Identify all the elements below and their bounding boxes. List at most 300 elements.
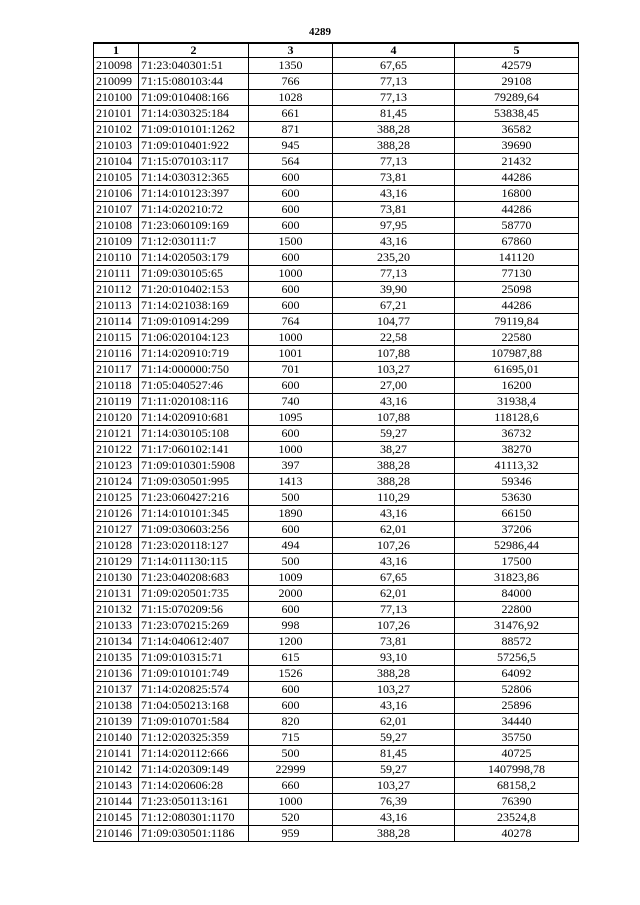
table-cell: 600 [249, 250, 333, 266]
table-cell: 600 [249, 682, 333, 698]
table-cell: 25098 [455, 282, 579, 298]
table-row [94, 282, 579, 298]
table-cell: 71:09:020501:735 [139, 586, 249, 602]
table-cell: 1000 [249, 442, 333, 458]
table-cell: 210113 [94, 298, 139, 314]
table-cell: 71:23:060427:216 [139, 490, 249, 506]
table-row [94, 570, 579, 586]
table-cell: 31476,92 [455, 618, 579, 634]
table-cell: 397 [249, 458, 333, 474]
table-row [94, 74, 579, 90]
table-cell: 1890 [249, 506, 333, 522]
table-body [94, 58, 579, 842]
table-row [94, 362, 579, 378]
table-cell: 71:23:070215:269 [139, 618, 249, 634]
table-cell: 71:09:030105:65 [139, 266, 249, 282]
table-cell: 71:09:010101:1262 [139, 122, 249, 138]
table-row [94, 106, 579, 122]
table-cell: 600 [249, 186, 333, 202]
table-cell: 77130 [455, 266, 579, 282]
table-cell: 494 [249, 538, 333, 554]
table-row [94, 634, 579, 650]
table-cell: 210146 [94, 826, 139, 842]
table-cell: 71:14:010123:397 [139, 186, 249, 202]
table-cell: 71:14:000000:750 [139, 362, 249, 378]
table-cell: 210141 [94, 746, 139, 762]
table-cell: 1028 [249, 90, 333, 106]
table-row [94, 202, 579, 218]
table-cell: 71:12:030111:7 [139, 234, 249, 250]
table-cell: 71:06:020104:123 [139, 330, 249, 346]
table-row [94, 378, 579, 394]
table-cell: 210100 [94, 90, 139, 106]
table-row [94, 506, 579, 522]
table-cell: 29108 [455, 74, 579, 90]
table-cell: 998 [249, 618, 333, 634]
table-row [94, 154, 579, 170]
table-cell: 210123 [94, 458, 139, 474]
table-cell: 210143 [94, 778, 139, 794]
table-cell: 76390 [455, 794, 579, 810]
table-cell: 210114 [94, 314, 139, 330]
table-cell: 59,27 [333, 730, 455, 746]
table-cell: 71:14:020503:179 [139, 250, 249, 266]
table-cell: 44286 [455, 202, 579, 218]
column-header: 2 [139, 43, 249, 58]
table-cell: 36582 [455, 122, 579, 138]
table-cell: 52806 [455, 682, 579, 698]
table-row [94, 650, 579, 666]
table-row [94, 746, 579, 762]
table-row [94, 138, 579, 154]
table-cell: 600 [249, 202, 333, 218]
table-cell: 210134 [94, 634, 139, 650]
table-cell: 22,58 [333, 330, 455, 346]
table-cell: 71:09:010914:299 [139, 314, 249, 330]
table-cell: 71:09:030603:256 [139, 522, 249, 538]
table-cell: 210145 [94, 810, 139, 826]
table-cell: 871 [249, 122, 333, 138]
table-cell: 764 [249, 314, 333, 330]
table-cell: 77,13 [333, 266, 455, 282]
table-cell: 210118 [94, 378, 139, 394]
table-row [94, 618, 579, 634]
table-cell: 1200 [249, 634, 333, 650]
table-cell: 500 [249, 554, 333, 570]
table-cell: 210102 [94, 122, 139, 138]
table-cell: 22999 [249, 762, 333, 778]
table-cell: 210130 [94, 570, 139, 586]
table-cell: 600 [249, 522, 333, 538]
column-header: 3 [249, 43, 333, 58]
table-cell: 59,27 [333, 762, 455, 778]
table-cell: 22800 [455, 602, 579, 618]
table-cell: 210132 [94, 602, 139, 618]
table-cell: 210121 [94, 426, 139, 442]
table-cell: 388,28 [333, 122, 455, 138]
table-cell: 43,16 [333, 506, 455, 522]
table-cell: 715 [249, 730, 333, 746]
table-row [94, 714, 579, 730]
table-cell: 210133 [94, 618, 139, 634]
table-cell: 600 [249, 698, 333, 714]
table-cell: 79119,84 [455, 314, 579, 330]
table-cell: 71:15:080103:44 [139, 74, 249, 90]
table-row [94, 778, 579, 794]
table-cell: 71:14:020309:149 [139, 762, 249, 778]
table-cell: 43,16 [333, 234, 455, 250]
table-cell: 68158,2 [455, 778, 579, 794]
table-cell: 81,45 [333, 746, 455, 762]
table-row [94, 218, 579, 234]
table-row [94, 314, 579, 330]
table-cell: 1407998,78 [455, 762, 579, 778]
table-cell: 21432 [455, 154, 579, 170]
table-cell: 1000 [249, 266, 333, 282]
table-cell: 2000 [249, 586, 333, 602]
table-cell: 67,21 [333, 298, 455, 314]
table-row [94, 298, 579, 314]
table-cell: 39,90 [333, 282, 455, 298]
table-cell: 71:14:021038:169 [139, 298, 249, 314]
table-cell: 43,16 [333, 810, 455, 826]
table-cell: 103,27 [333, 778, 455, 794]
table-cell: 71:05:040527:46 [139, 378, 249, 394]
table-cell: 959 [249, 826, 333, 842]
table-cell: 118128,6 [455, 410, 579, 426]
table-cell: 71:09:010701:584 [139, 714, 249, 730]
table-cell: 235,20 [333, 250, 455, 266]
table-cell: 210103 [94, 138, 139, 154]
table-cell: 660 [249, 778, 333, 794]
table-cell: 107,88 [333, 346, 455, 362]
table-row [94, 122, 579, 138]
table-cell: 76,39 [333, 794, 455, 810]
table-cell: 43,16 [333, 698, 455, 714]
table-cell: 210116 [94, 346, 139, 362]
table-cell: 210098 [94, 58, 139, 74]
table-cell: 210115 [94, 330, 139, 346]
table-cell: 71:12:020325:359 [139, 730, 249, 746]
table-cell: 210109 [94, 234, 139, 250]
table-cell: 88572 [455, 634, 579, 650]
table-cell: 67,65 [333, 58, 455, 74]
table-cell: 93,10 [333, 650, 455, 666]
table-cell: 25896 [455, 698, 579, 714]
table-cell: 701 [249, 362, 333, 378]
table-cell: 79289,64 [455, 90, 579, 106]
table-cell: 600 [249, 602, 333, 618]
table-cell: 820 [249, 714, 333, 730]
table-cell: 210108 [94, 218, 139, 234]
table-cell: 388,28 [333, 826, 455, 842]
table-row [94, 762, 579, 778]
table-cell: 1009 [249, 570, 333, 586]
table-cell: 71:09:010315:71 [139, 650, 249, 666]
table-cell: 1413 [249, 474, 333, 490]
table-cell: 210111 [94, 266, 139, 282]
table-cell: 388,28 [333, 666, 455, 682]
table-cell: 210119 [94, 394, 139, 410]
table-cell: 73,81 [333, 634, 455, 650]
table-cell: 210106 [94, 186, 139, 202]
table-cell: 210122 [94, 442, 139, 458]
table-cell: 210131 [94, 586, 139, 602]
table-cell: 210126 [94, 506, 139, 522]
table-cell: 141120 [455, 250, 579, 266]
table-row [94, 554, 579, 570]
table-cell: 71:11:020108:116 [139, 394, 249, 410]
table-cell: 210135 [94, 650, 139, 666]
table-cell: 57256,5 [455, 650, 579, 666]
table-cell: 107987,88 [455, 346, 579, 362]
table-cell: 61695,01 [455, 362, 579, 378]
table-cell: 71:15:070103:117 [139, 154, 249, 170]
table-cell: 210124 [94, 474, 139, 490]
table-row [94, 474, 579, 490]
table-cell: 210120 [94, 410, 139, 426]
table-cell: 107,88 [333, 410, 455, 426]
table-cell: 22580 [455, 330, 579, 346]
table-cell: 67860 [455, 234, 579, 250]
table-cell: 71:14:040612:407 [139, 634, 249, 650]
table-cell: 17500 [455, 554, 579, 570]
table-row [94, 266, 579, 282]
table-cell: 71:09:010101:749 [139, 666, 249, 682]
table-cell: 71:14:020910:719 [139, 346, 249, 362]
table-row [94, 58, 579, 74]
table-row [94, 794, 579, 810]
table-cell: 71:12:080301:1170 [139, 810, 249, 826]
table-row [94, 490, 579, 506]
table-cell: 71:23:040301:51 [139, 58, 249, 74]
table-cell: 210117 [94, 362, 139, 378]
table-cell: 44286 [455, 170, 579, 186]
table-cell: 388,28 [333, 474, 455, 490]
table-cell: 945 [249, 138, 333, 154]
table-cell: 1001 [249, 346, 333, 362]
table-cell: 71:09:010408:166 [139, 90, 249, 106]
table-cell: 97,95 [333, 218, 455, 234]
table-cell: 34440 [455, 714, 579, 730]
table-cell: 62,01 [333, 522, 455, 538]
table-cell: 210127 [94, 522, 139, 538]
table-cell: 53630 [455, 490, 579, 506]
table-cell: 27,00 [333, 378, 455, 394]
table-cell: 107,26 [333, 538, 455, 554]
table-cell: 71:23:020118:127 [139, 538, 249, 554]
column-header: 5 [455, 43, 579, 58]
table-header-row [94, 43, 579, 58]
table-row [94, 730, 579, 746]
table-cell: 564 [249, 154, 333, 170]
table-cell: 71:14:030312:365 [139, 170, 249, 186]
table-cell: 16200 [455, 378, 579, 394]
table-cell: 388,28 [333, 138, 455, 154]
table-cell: 1350 [249, 58, 333, 74]
table-cell: 600 [249, 298, 333, 314]
table-cell: 71:14:011130:115 [139, 554, 249, 570]
table-cell: 1500 [249, 234, 333, 250]
table-cell: 600 [249, 282, 333, 298]
table-row [94, 394, 579, 410]
table-cell: 71:17:060102:141 [139, 442, 249, 458]
table-row [94, 586, 579, 602]
table-cell: 71:09:030501:1186 [139, 826, 249, 842]
table-cell: 71:14:020210:72 [139, 202, 249, 218]
table-cell: 64092 [455, 666, 579, 682]
table-row [94, 90, 579, 106]
table-cell: 600 [249, 378, 333, 394]
column-header: 1 [94, 43, 139, 58]
table-cell: 600 [249, 218, 333, 234]
table-cell: 35750 [455, 730, 579, 746]
table-cell: 31823,86 [455, 570, 579, 586]
table-cell: 23524,8 [455, 810, 579, 826]
table-cell: 77,13 [333, 90, 455, 106]
table-cell: 210142 [94, 762, 139, 778]
table-cell: 39690 [455, 138, 579, 154]
table-row [94, 330, 579, 346]
table-cell: 71:23:040208:683 [139, 570, 249, 586]
table-cell: 59346 [455, 474, 579, 490]
table-cell: 37206 [455, 522, 579, 538]
table-cell: 600 [249, 426, 333, 442]
table-cell: 210144 [94, 794, 139, 810]
table-cell: 71:23:060109:169 [139, 218, 249, 234]
table-row [94, 250, 579, 266]
table-cell: 500 [249, 746, 333, 762]
table-cell: 110,29 [333, 490, 455, 506]
table-cell: 210099 [94, 74, 139, 90]
table-cell: 210140 [94, 730, 139, 746]
table-cell: 40278 [455, 826, 579, 842]
table-row [94, 442, 579, 458]
table-cell: 766 [249, 74, 333, 90]
table-cell: 210107 [94, 202, 139, 218]
table-cell: 77,13 [333, 154, 455, 170]
table-cell: 53838,45 [455, 106, 579, 122]
table-cell: 71:14:010101:345 [139, 506, 249, 522]
table-cell: 210129 [94, 554, 139, 570]
table-row [94, 522, 579, 538]
table-cell: 107,26 [333, 618, 455, 634]
table-cell: 43,16 [333, 186, 455, 202]
table-cell: 71:14:030325:184 [139, 106, 249, 122]
table-cell: 740 [249, 394, 333, 410]
table-cell: 615 [249, 650, 333, 666]
table-cell: 210101 [94, 106, 139, 122]
table-cell: 71:04:050213:168 [139, 698, 249, 714]
table-cell: 71:09:030501:995 [139, 474, 249, 490]
table-cell: 210136 [94, 666, 139, 682]
table-row [94, 186, 579, 202]
table-cell: 73,81 [333, 170, 455, 186]
table-row [94, 698, 579, 714]
table-cell: 31938,4 [455, 394, 579, 410]
table-row [94, 234, 579, 250]
table-cell: 210112 [94, 282, 139, 298]
table-cell: 1095 [249, 410, 333, 426]
page-number: 4289 [309, 26, 331, 38]
table-cell: 16800 [455, 186, 579, 202]
table-cell: 43,16 [333, 554, 455, 570]
table-cell: 1526 [249, 666, 333, 682]
table-cell: 500 [249, 490, 333, 506]
table-cell: 77,13 [333, 74, 455, 90]
column-header: 4 [333, 43, 455, 58]
table-cell: 71:15:070209:56 [139, 602, 249, 618]
table-row [94, 602, 579, 618]
table-cell: 67,65 [333, 570, 455, 586]
table-cell: 58770 [455, 218, 579, 234]
table-cell: 210125 [94, 490, 139, 506]
table-row [94, 810, 579, 826]
table-row [94, 346, 579, 362]
table-cell: 62,01 [333, 586, 455, 602]
table-cell: 210139 [94, 714, 139, 730]
table-cell: 59,27 [333, 426, 455, 442]
table-cell: 71:14:030105:108 [139, 426, 249, 442]
table-cell: 52986,44 [455, 538, 579, 554]
table-cell: 71:14:020112:666 [139, 746, 249, 762]
table-cell: 71:20:010402:153 [139, 282, 249, 298]
table-cell: 210128 [94, 538, 139, 554]
table-cell: 62,01 [333, 714, 455, 730]
table-cell: 44286 [455, 298, 579, 314]
table-cell: 38270 [455, 442, 579, 458]
table-cell: 71:23:050113:161 [139, 794, 249, 810]
table-cell: 210110 [94, 250, 139, 266]
table-cell: 38,27 [333, 442, 455, 458]
table-cell: 210105 [94, 170, 139, 186]
table-cell: 71:09:010301:5908 [139, 458, 249, 474]
table-cell: 520 [249, 810, 333, 826]
table-cell: 71:14:020825:574 [139, 682, 249, 698]
table-cell: 388,28 [333, 458, 455, 474]
table-cell: 71:14:020606:28 [139, 778, 249, 794]
table-cell: 66150 [455, 506, 579, 522]
table-row [94, 170, 579, 186]
table-cell: 42579 [455, 58, 579, 74]
table-cell: 40725 [455, 746, 579, 762]
table-cell: 210137 [94, 682, 139, 698]
table-row [94, 426, 579, 442]
table-cell: 84000 [455, 586, 579, 602]
table-row [94, 538, 579, 554]
table-row [94, 826, 579, 842]
table-cell: 103,27 [333, 682, 455, 698]
table-row [94, 458, 579, 474]
table-cell: 600 [249, 170, 333, 186]
table-cell: 661 [249, 106, 333, 122]
table-cell: 77,13 [333, 602, 455, 618]
table-row [94, 410, 579, 426]
table-cell: 103,27 [333, 362, 455, 378]
table-cell: 43,16 [333, 394, 455, 410]
table-cell: 104,77 [333, 314, 455, 330]
table-cell: 210104 [94, 154, 139, 170]
table-row [94, 666, 579, 682]
table-row [94, 682, 579, 698]
cadastral-table [93, 42, 579, 842]
table-cell: 1000 [249, 330, 333, 346]
table-cell: 81,45 [333, 106, 455, 122]
table-cell: 1000 [249, 794, 333, 810]
table-cell: 71:14:020910:681 [139, 410, 249, 426]
table-cell: 73,81 [333, 202, 455, 218]
table-cell: 36732 [455, 426, 579, 442]
